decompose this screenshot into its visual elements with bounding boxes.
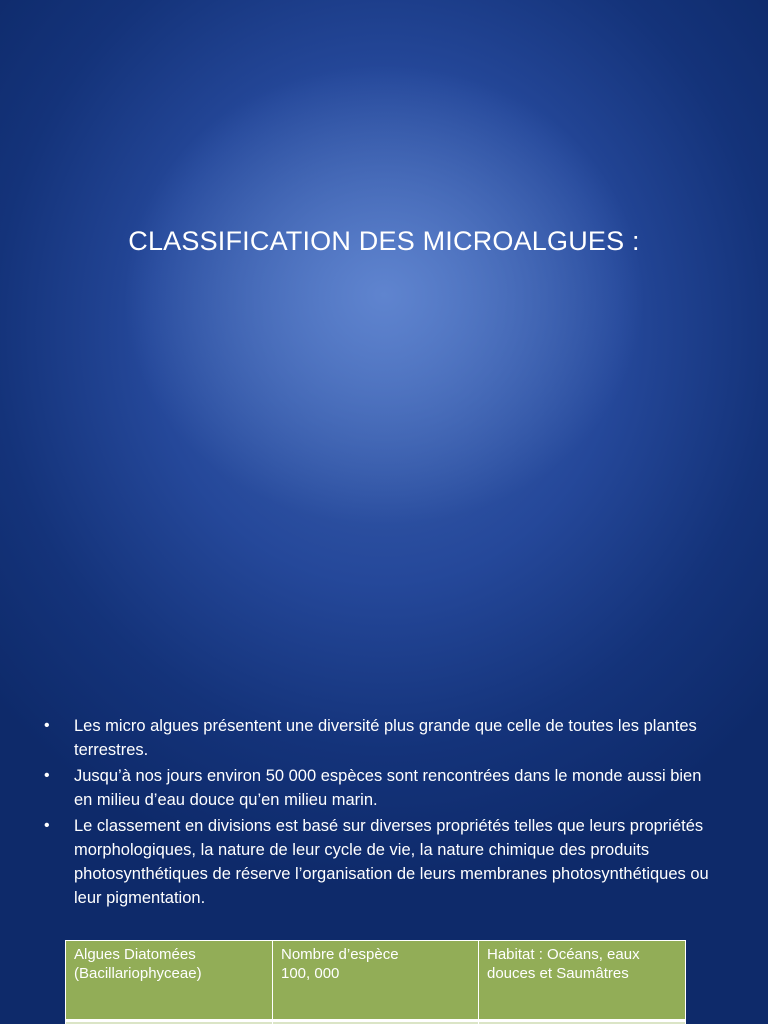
cell-line: Algues Diatomées xyxy=(74,946,196,963)
table-row xyxy=(66,941,686,1021)
table-cell-algae xyxy=(66,941,273,1021)
bullet-text: Les micro algues présentent une diversité plus grande que celle de toutes les plantes terrestres. xyxy=(74,717,697,759)
bullet-dot-icon: • xyxy=(44,717,50,734)
table-row xyxy=(66,1021,686,1024)
bullet-dot-icon: • xyxy=(44,767,50,784)
bullet-dot-icon: • xyxy=(44,817,50,834)
table-cell xyxy=(273,1021,479,1024)
bullet-item xyxy=(44,714,724,762)
cell-line: Nombre d’espèce xyxy=(281,946,399,963)
table-cell xyxy=(66,1021,273,1024)
table-cell-species-count xyxy=(273,941,479,1021)
bullet-list xyxy=(44,714,724,912)
cell-line: 100, 000 xyxy=(281,965,340,982)
bullet-text: Jusqu’à nos jours environ 50 000 espèces sont rencontrées dans le monde aussi bien en milieu d’eau douce qu’en milieu marin. xyxy=(74,767,702,809)
cell-line: (Bacillariophyceae) xyxy=(74,965,202,982)
table-cell-habitat xyxy=(479,941,686,1021)
cell-line: douces et Saumâtres xyxy=(487,965,629,982)
cell-line: Habitat : Océans, eaux xyxy=(487,946,640,963)
slide-title: CLASSIFICATION DES MICROALGUES : xyxy=(128,226,640,256)
table-cell xyxy=(479,1021,686,1024)
classification-table xyxy=(65,940,685,1024)
bullet-text: Le classement en divisions est basé sur diverses propriétés telles que leurs propriétés morphologiques, la nature de leur cycle de vie, la nature chimique des produits photosynthétiques de réserve l’organisation de leurs membranes photosynthétiques ou leur pigmentation. xyxy=(74,817,709,907)
bullet-item xyxy=(44,814,724,910)
bullet-item xyxy=(44,764,724,812)
